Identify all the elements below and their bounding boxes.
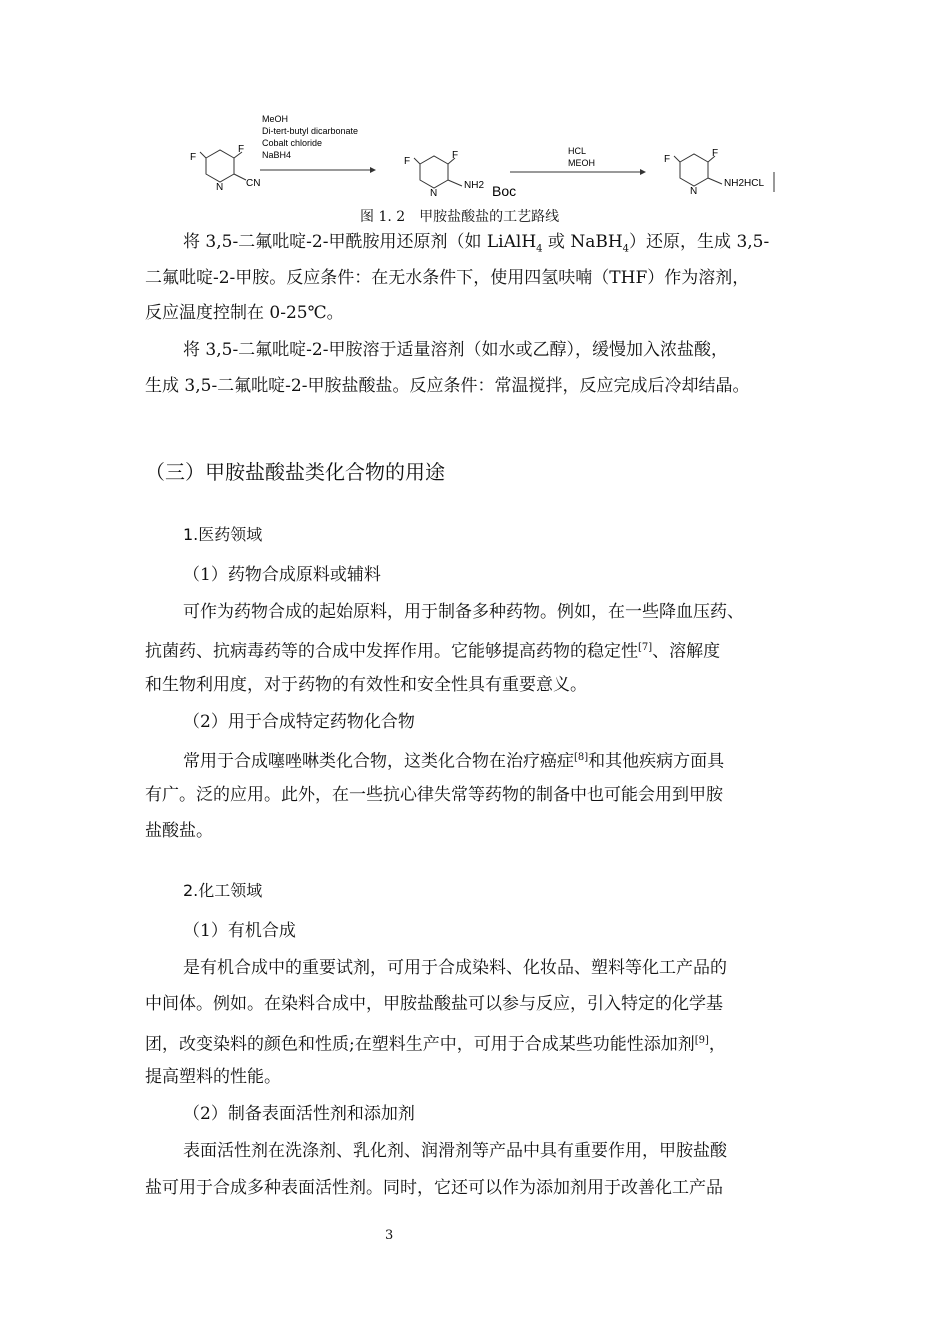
step1-arrowhead [370,167,376,173]
subsection-2-item-2: （2）制备表面活性剂和添加剂 [183,1104,415,1124]
page-number: 3 [385,1228,394,1243]
paragraph-3-line-1: 可作为药物合成的起始原料，用于制备多种药物。例如，在一些降血压药、 [183,602,744,622]
citation-8: [8] [574,752,589,763]
mol3-n: N [690,186,698,197]
paragraph-5-line-3: 团，改变染料的颜色和性质;在塑料生产中，可用于合成某些功能性添加剂[9]， [145,1034,726,1055]
paragraph-2-line-2: 生成 3,5-二氟吡啶-2-甲胺盐酸盐。反应条件：常温搅拌，反应完成后冷却结晶。 [145,376,750,396]
paragraph-6-line-1: 表面活性剂在洗涤剂、乳化剂、润滑剂等产品中具有重要作用，甲胺盐酸 [183,1141,727,1161]
citation-9: [9] [694,1035,709,1046]
mol3-f1: F [664,154,671,165]
figure-caption: 图 1. 2 甲胺盐酸盐的工艺路线 [360,209,560,225]
subsection-2-item-1: （1）有机合成 [183,921,296,941]
paragraph-1-line-3: 反应温度控制在 0-25℃。 [145,303,344,323]
step1-cond-3: Cobalt chloride [262,138,323,148]
mol1-cn: CN [246,178,261,189]
paragraph-3-line-2: 抗菌药、抗病毒药等的合成中发挥作用。它能够提高药物的稳定性[7]、溶解度 [145,641,721,662]
citation-7: [7] [638,642,653,653]
mol1-n: N [216,182,224,193]
reaction-scheme [180,108,800,208]
step2-arrowhead [640,169,646,175]
paragraph-5-line-4: 提高塑料的性能。 [145,1067,281,1087]
subsection-2-heading: 2.化工领域 [183,881,263,900]
mol1-f1: F [190,152,197,163]
section-heading: （三）甲胺盐酸盐类化合物的用途 [145,460,445,484]
paragraph-4-line-2: 有广。泛的应用。此外，在一些抗心律失常等药物的制备中也可能会用到甲胺 [145,785,723,805]
paragraph-1-line-2: 二氟吡啶-2-甲胺。反应条件：在无水条件下，使用四氢呋喃（THF）作为溶剂， [145,268,750,288]
mol2-nh2: NH2 [464,180,485,191]
subsection-1-heading: 1.医药领域 [183,525,263,544]
mol2-f1: F [404,156,411,167]
step1-cond-2: Di-tert-butyl dicarbonate [262,126,359,136]
step1-cond-1: MeOH [262,114,289,124]
paragraph-5-line-2: 中间体。例如。在染料合成中，甲胺盐酸盐可以参与反应，引入特定的化学基 [145,994,723,1014]
mol2-f2: F [452,150,459,161]
mol2-boc: Boc [492,183,517,199]
paragraph-6-line-2: 盐可用于合成多种表面活性剂。同时，它还可以作为添加剂用于改善化工产品 [145,1178,723,1198]
subsection-1-item-2: （2）用于合成特定药物化合物 [183,712,415,732]
mol1-f2: F [238,144,245,155]
paragraph-5-line-1: 是有机合成中的重要试剂，可用于合成染料、化妆品、塑料等化工产品的 [183,958,727,978]
paragraph-4-line-3: 盐酸盐。 [145,821,213,841]
step1-cond-4: NaBH4 [262,150,292,160]
mol3-f2: F [712,148,719,159]
step2-cond-2: MEOH [568,158,595,168]
mol3-salt: NH2HCL [724,178,765,189]
step2-cond-1: HCL [568,146,587,156]
paragraph-3-line-3: 和生物利用度，对于药物的有效性和安全性具有重要意义。 [145,675,587,695]
paragraph-2-line-1: 将 3,5-二氟吡啶-2-甲胺溶于适量溶剂（如水或乙醇），缓慢加入浓盐酸， [183,340,728,360]
paragraph-1-line-1: 将 3,5-二氟吡啶-2-甲酰胺用还原剂（如 LiAlH$_4$ 或 NaBH$_4$）还原，生成 3,5- [183,232,770,255]
subsection-1-item-1: （1）药物合成原料或辅料 [183,565,381,585]
paragraph-4-line-1: 常用于合成噻唑啉类化合物，这类化合物在治疗癌症[8]和其他疾病方面具 [183,751,725,772]
mol2-n: N [430,188,438,199]
